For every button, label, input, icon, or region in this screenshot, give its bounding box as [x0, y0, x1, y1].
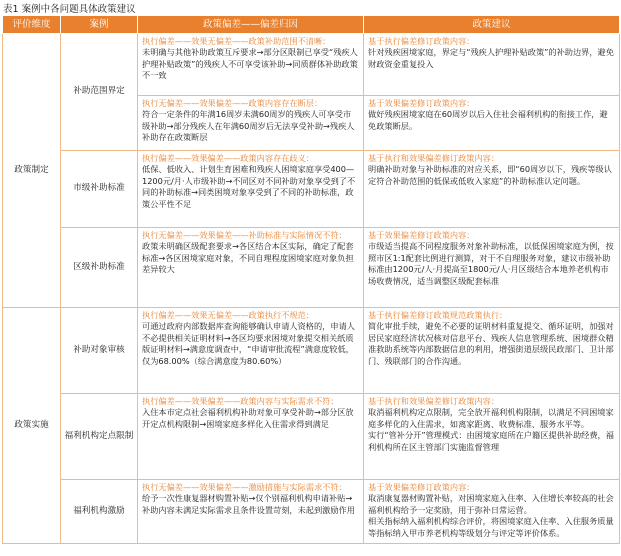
deviation-heading: 执行偏差——效果无偏差——政策补助范围不清晰： — [142, 36, 331, 46]
attribution-cell — [138, 34, 364, 96]
deviation-heading: 执行无偏差——效果偏差——政策内容存在断层： — [142, 98, 323, 108]
case-cell: 福利机构定点限制 — [61, 394, 138, 480]
suggestion-heading: 基于执行偏差修订政策规范政策执行： — [368, 310, 508, 320]
attribution-cell — [138, 394, 364, 480]
table-row — [3, 151, 620, 228]
table-caption: 表1 案例中各问题具体政策建议 — [3, 4, 136, 15]
suggestion-cell — [364, 394, 620, 480]
deviation-heading: 执行无偏差——效果偏差——激励措施与实际需求不符： — [142, 482, 347, 492]
suggestion-text: 市级适当提高不同程度服务对象补助标准，以低保困境家庭为例，按照市区1:1配套比例进行测算，对于不自理服务对象，建议市级补助标准由1200元/人·月提高至1800元/人·月区级结合本地养老机构市场收费情况，适当调整区级配套标准 — [368, 241, 614, 286]
case-cell: 区级补助标准 — [61, 228, 138, 308]
deviation-heading: 执行无偏差——效果偏差——补助标准与实际情况不符： — [142, 230, 347, 240]
deviation-heading: 执行偏差——效果偏差——政策内容与实际需求不符： — [142, 396, 339, 406]
case-cell: 补助对象审核 — [61, 308, 138, 394]
suggestion-cell — [364, 228, 620, 308]
suggestion-heading: 基于效果偏差修订政策内容： — [368, 230, 475, 240]
suggestion-cell — [364, 480, 620, 544]
deviation-text: 给予一次性康复器材购置补贴→仅个别福利机构申请补贴→补助内容未满足实际需求且条件设置苛刻，未起到激励作用 — [142, 493, 355, 515]
suggestion-heading: 基于执行偏差修订政策内容： — [368, 36, 475, 46]
dimension-cell: 政策制定 — [3, 34, 61, 308]
deviation-text: 低保、低收入、计划生育困难和残疾人困境家庭享受400—1200元/月·人市级补助→不同区对不同补助对象享受到了不同的补助标准→同类困境对象享受到了不同的补助标准，政策公平性不足 — [142, 164, 356, 209]
attribution-cell — [138, 96, 364, 151]
suggestion-cell — [364, 308, 620, 394]
deviation-heading: 执行偏差——效果偏差——政策内容存在歧义： — [142, 153, 314, 163]
suggestion-text: 简化审批手续，避免不必要的证明材料重复提交、循环证明，加强对居民家庭经济状况核对信息平台、残疾人信息管理系统、困境群众精准救助系统等内部数据信息的利用，增强街道层级民政部门、卫计部门、残联部门的合作沟通。 — [368, 321, 614, 366]
header-case: 案例 — [61, 16, 138, 34]
attribution-cell — [138, 480, 364, 544]
suggestion-text: 取消康复器材购置补贴，对困境家庭入住率、入住增长率较高的社会福利机构给予一定奖励，用于弥补日常运营。 — [368, 493, 614, 515]
attribution-cell — [138, 228, 364, 308]
suggestion-text-extra: 相关指标纳入福利机构综合评价，将困境家庭入住率、入住服务质量等指标纳入甲市养老机构等级划分与评定等评价体系。 — [368, 516, 614, 538]
dimension-cell: 政策实施 — [3, 308, 61, 544]
suggestion-cell — [364, 151, 620, 228]
deviation-heading: 执行偏差——效果无偏差——政策执行不规范： — [142, 310, 314, 320]
table-header-row — [3, 16, 620, 34]
table-row — [3, 480, 620, 544]
case-cell: 市级补助标准 — [61, 151, 138, 228]
table-row — [3, 308, 620, 394]
attribution-cell — [138, 151, 364, 228]
suggestion-heading: 基于效果偏差修订政策内容： — [368, 482, 475, 492]
suggestion-heading: 基于执行和效果偏差修订政策内容： — [368, 396, 500, 406]
table-row — [3, 34, 620, 96]
suggestion-text: 取消福利机构定点限制，完全放开福利机构限制，以满足不同困境家庭多样化的入住需求，如离家距离、收费标准、服务水平等。 — [368, 407, 614, 429]
suggestion-heading: 基于效果偏差修订政策内容： — [368, 98, 475, 108]
suggestion-cell — [364, 34, 620, 96]
deviation-text: 政策未明确区级配套要求→各区结合本区实际，确定了配套标准→各区困境家庭对象，不同自理程度困境家庭对象负担差异较大 — [142, 241, 354, 275]
suggestion-heading: 基于执行和效果偏差修订政策内容： — [368, 153, 500, 163]
policy-table — [2, 15, 620, 544]
suggestion-text: 明确补助对象与补助标准的对应关系，即“60周岁以下，残疾等级认定符合补助范围的低保或低收入家庭”的补助标准认定问题。 — [368, 164, 612, 186]
table-row — [3, 394, 620, 480]
case-cell: 福利机构激励 — [61, 480, 138, 544]
attribution-cell — [138, 308, 364, 394]
suggestion-text: 针对残疾困境家庭，界定与“残疾人护理补贴政策”的补助边界，避免财政资金重复投入 — [368, 47, 614, 69]
header-suggestion: 政策建议 — [364, 16, 620, 34]
suggestion-text: 做好残疾困境家庭在60周岁以后入住社会福利机构的衔接工作，避免政策断层。 — [368, 109, 608, 131]
header-attribution: 政策偏差——偏差归因 — [138, 16, 364, 34]
deviation-text: 可通过政府内部数据库查询能够确认申请人资格的，申请人不必提供相关证明材料→各区均要求困境对象提交相关纸质版证明材料→满意度调查中，“申请审批流程”满意度较低，仅为68.00%（综合满意度为80.60%） — [142, 321, 355, 366]
header-dimension: 评价维度 — [3, 16, 61, 34]
deviation-text: 未明确与其他补助政策互斥要求→部分区限制已享受“残疾人护理补贴政策”的残疾人不可享受该补助→同质群体补助政策不一致 — [142, 47, 358, 81]
suggestion-cell — [364, 96, 620, 151]
deviation-text: 入住本市定点社会福利机构补助对象可享受补助→部分区放开定点机构限制→困境家庭多样化入住需求得到满足 — [142, 407, 354, 429]
case-cell: 补助范围界定 — [61, 34, 138, 151]
deviation-text: 符合一定条件的年满16周岁未满60周岁的残疾人可享受市级补助→部分残疾人在年满60周岁后无法享受补助→残疾人补助存在政策断层 — [142, 109, 355, 143]
table-row — [3, 228, 620, 308]
suggestion-text-extra: 实行“管补分开”管理模式：由困境家庭所在户籍区提供补助经费，福利机构所在区主管部门实施监督管理 — [368, 430, 614, 452]
